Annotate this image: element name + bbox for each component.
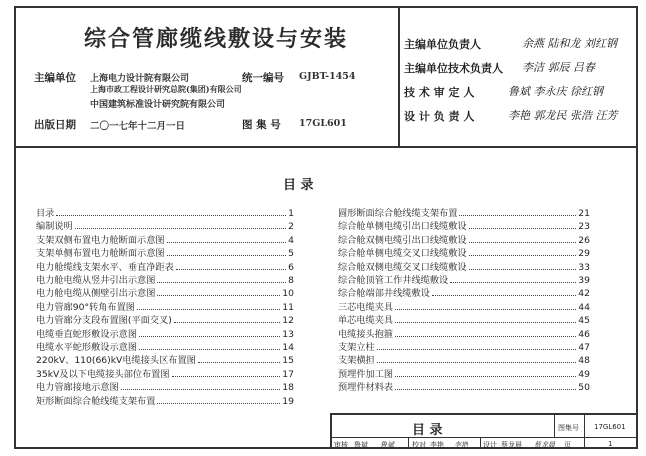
editor-unit-1: 上海电力设计院有限公司 <box>90 74 190 84</box>
toc-entry-page: 6 <box>288 261 294 273</box>
tb-designer-signature: 蔡龙晨 <box>534 441 555 449</box>
toc-entry-title: 支架立柱 <box>338 342 375 353</box>
date-value: 二〇一七年十二月一日 <box>90 121 186 132</box>
toc-entry <box>36 218 294 231</box>
toc-leader-dots <box>395 315 576 323</box>
tb-check-label: 校对 <box>412 441 426 449</box>
toc-entry <box>36 232 294 245</box>
toc-entry-page: 2 <box>288 221 294 233</box>
toc-entry-title: 电力管廊90°转角布置图 <box>36 301 135 313</box>
tb-designer: 蔡龙晨 <box>501 441 522 449</box>
toc-leader-dots <box>395 302 576 310</box>
toc-entry <box>36 285 294 298</box>
toc-entry-title: 综合舱端部井线缆敷设 <box>338 288 430 300</box>
toc-entry-page: 48 <box>578 355 590 367</box>
toc-entry-title: 编制说明 <box>36 221 73 233</box>
toc-entry-title: 综合舱双侧电缆引出口线缆敷设 <box>338 234 467 246</box>
toc-entry-title: 电缆水平蛇形敷设示意图 <box>36 342 138 353</box>
toc-entry-page: 47 <box>578 342 590 353</box>
tb-atlas-value: 17GL601 <box>594 423 626 431</box>
tb-reviewer-signature: 鲁斌 <box>380 441 394 449</box>
code-label: 统一编号 <box>242 72 284 84</box>
toc-entry <box>36 339 294 352</box>
atlas-no-label: 图 集 号 <box>242 119 281 131</box>
tb-reviewer: 鲁斌 <box>354 441 368 449</box>
tb-page-value: 1 <box>608 440 613 448</box>
toc-entry <box>338 366 590 379</box>
toc-leader-dots <box>450 275 576 283</box>
toc-entry-page: 26 <box>578 234 590 246</box>
toc-entry-page: 17 <box>282 368 294 380</box>
toc-entry <box>338 339 590 352</box>
toc-leader-dots <box>157 275 286 283</box>
toc-entry-title: 支架双侧布置电力舱断面示意图 <box>36 234 165 246</box>
resp-label-2: 主编单位技术负责人 <box>404 62 503 75</box>
toc-entry-page: 39 <box>578 275 590 286</box>
toc-entry <box>36 326 294 339</box>
toc-leader-dots <box>167 248 287 256</box>
toc-entry-title: 电力舱电缆从侧壁引出示意图 <box>36 288 156 300</box>
toc-leader-dots <box>174 315 281 323</box>
toc-leader-dots <box>137 302 280 310</box>
atlas-title: 综合管廊缆线敷设与安装 <box>84 26 349 52</box>
toc-entry <box>338 299 590 312</box>
toc-leader-dots <box>377 355 577 363</box>
toc-entry-page: 50 <box>578 382 590 394</box>
toc-entry <box>338 245 590 258</box>
code-value: GJBT-1454 <box>299 71 356 82</box>
toc-leader-dots <box>176 262 286 270</box>
toc-entry <box>338 272 590 285</box>
toc-entry-page: 4 <box>288 234 294 246</box>
toc-entry <box>338 205 590 218</box>
resp-signature-2: 李洁 郭辰 吕春 <box>522 61 595 74</box>
toc-leader-dots <box>377 342 577 350</box>
toc-entry-title: 电缆接头抱箍 <box>338 328 394 340</box>
tb-divider-1 <box>554 415 555 437</box>
toc-entry-page: 23 <box>578 221 590 233</box>
toc-entry-page: 15 <box>282 355 294 367</box>
toc-entry-title: 目录 <box>36 208 55 219</box>
resp-label-4: 设 计 负 责 人 <box>404 110 475 123</box>
toc-entry-page: 10 <box>282 288 294 300</box>
toc-entry-page: 21 <box>578 208 590 219</box>
toc-leader-dots <box>75 221 286 229</box>
toc-entry-title: 综合舱单侧电缆引出口线缆敷设 <box>338 221 467 233</box>
toc-entry-page: 19 <box>282 395 294 407</box>
toc-entry-page: 13 <box>282 328 294 340</box>
atlas-no-value: 17GL601 <box>299 118 347 129</box>
header-left-panel <box>14 6 398 146</box>
toc-leader-dots <box>167 235 287 243</box>
toc-entry-page: 46 <box>578 328 590 340</box>
toc-leader-dots <box>121 382 281 390</box>
toc-leader-dots <box>157 288 280 296</box>
toc-entry <box>36 393 294 406</box>
toc-entry-title: 圆形断面综合舱线缆支架布置 <box>338 208 458 219</box>
toc-leader-dots <box>469 262 577 270</box>
toc-heading: 目 录 <box>283 178 314 193</box>
tb-atlas-label: 图集号 <box>558 424 579 432</box>
toc-entry-title: 220kV、110(66)kV电缆接头区布置图 <box>36 355 196 367</box>
toc-entry-title: 电力管廊分支段布置图(平面交叉) <box>36 315 172 327</box>
resp-label-3: 技 术 审 定 人 <box>404 86 475 99</box>
title-block-name: 目 录 <box>412 423 443 438</box>
toc-entry-page: 1 <box>288 208 294 219</box>
toc-entry <box>36 259 294 272</box>
toc-entry-page: 12 <box>282 315 294 327</box>
toc-entry-page: 49 <box>578 368 590 380</box>
toc-entry-page: 14 <box>282 342 294 353</box>
toc-entry-title: 电力舱缆线支架水平、垂直净距表 <box>36 261 174 273</box>
toc-entry <box>338 352 590 365</box>
toc-leader-dots <box>139 329 280 337</box>
toc-entry-title: 三芯电缆夹具 <box>338 301 394 313</box>
toc-entry-title: 单芯电缆夹具 <box>338 315 394 327</box>
toc-entry-title: 35kV及以下电缆接头部位布置图 <box>36 368 170 380</box>
toc-entry <box>36 352 294 365</box>
toc-leader-dots <box>172 369 281 377</box>
toc-entry-title: 预埋件材料表 <box>338 382 394 394</box>
date-label: 出版日期 <box>34 119 76 131</box>
toc-entry <box>338 285 590 298</box>
toc-entry <box>338 259 590 272</box>
toc-leader-dots <box>157 396 280 404</box>
toc-entry-page: 42 <box>578 288 590 300</box>
tb-page-label: 页 <box>564 441 571 449</box>
toc-entry-page: 11 <box>282 301 294 313</box>
toc-entry <box>338 218 590 231</box>
tb-review-label: 审核 <box>334 441 348 449</box>
tb-row-divider <box>332 437 638 438</box>
tb-checker-signature: 李艳 <box>454 441 468 449</box>
resp-signature-1: 余燕 陆和龙 刘红钢 <box>522 37 617 50</box>
toc-entry-title: 预埋件加工图 <box>338 368 394 380</box>
toc-entry-title: 电力舱电缆从竖井引出示意图 <box>36 275 156 286</box>
toc-leader-dots <box>459 208 576 216</box>
toc-entry <box>36 245 294 258</box>
toc-entry <box>36 299 294 312</box>
tb-divider-4 <box>480 437 481 449</box>
toc-entry <box>36 379 294 392</box>
toc-leader-dots <box>395 329 576 337</box>
toc-entry-title: 综合舱单侧电缆交叉口线缆敷设 <box>338 248 467 260</box>
toc-entry-title: 电缆垂直蛇形敷设示意图 <box>36 328 138 340</box>
toc-leader-dots <box>56 208 286 216</box>
toc-entry <box>36 312 294 325</box>
toc-entry-title: 矩形断面综合舱线缆支架布置 <box>36 395 156 407</box>
tb-divider-3 <box>408 437 409 449</box>
toc-entry-page: 8 <box>288 275 294 286</box>
header-divider <box>14 146 638 148</box>
toc-entry <box>338 379 590 392</box>
toc-leader-dots <box>139 342 280 350</box>
toc-entry-page: 44 <box>578 301 590 313</box>
toc-entry-title: 电力管廊接地示意图 <box>36 382 119 394</box>
toc-leader-dots <box>469 221 577 229</box>
title-block <box>330 413 638 449</box>
toc-leader-dots <box>469 248 577 256</box>
toc-leader-dots <box>395 369 576 377</box>
toc-entry <box>338 232 590 245</box>
tb-design-label: 设计 <box>483 441 497 449</box>
toc-leader-dots <box>198 355 280 363</box>
toc-entry <box>36 366 294 379</box>
toc-leader-dots <box>432 288 576 296</box>
resp-signature-3: 鲁斌 李永庆 徐红钢 <box>508 85 603 98</box>
toc-entry-title: 支架横担 <box>338 355 375 367</box>
resp-signature-4: 李艳 郭龙民 张浩 汪芳 <box>508 109 618 122</box>
editor-unit-2: 上海市政工程设计研究总院(集团)有限公司 <box>90 84 242 94</box>
toc-entry <box>36 205 294 218</box>
tb-checker: 李艳 <box>430 441 444 449</box>
toc-entry-title: 综合舱双侧电缆交叉口线缆敷设 <box>338 261 467 273</box>
responsibility-panel <box>398 6 638 146</box>
tb-divider-2 <box>584 415 585 449</box>
toc-entry <box>338 326 590 339</box>
toc-leader-dots <box>469 235 577 243</box>
toc-entry <box>36 272 294 285</box>
toc-entry-page: 29 <box>578 248 590 260</box>
editor-unit-3: 中国建筑标准设计研究院有限公司 <box>90 100 226 110</box>
toc-entry-title: 综合舱顶管工作井线缆敷设 <box>338 275 449 286</box>
resp-label-1: 主编单位负责人 <box>404 38 481 51</box>
toc-entry-page: 5 <box>288 248 294 260</box>
toc-entry-page: 45 <box>578 315 590 327</box>
toc-entry-page: 18 <box>282 382 294 394</box>
toc-leader-dots <box>395 382 576 390</box>
editor-label: 主编单位 <box>34 72 76 84</box>
toc-entry <box>338 312 590 325</box>
toc-entry-title: 支架单侧布置电力舱断面示意图 <box>36 248 165 260</box>
toc-entry-page: 33 <box>578 261 590 273</box>
